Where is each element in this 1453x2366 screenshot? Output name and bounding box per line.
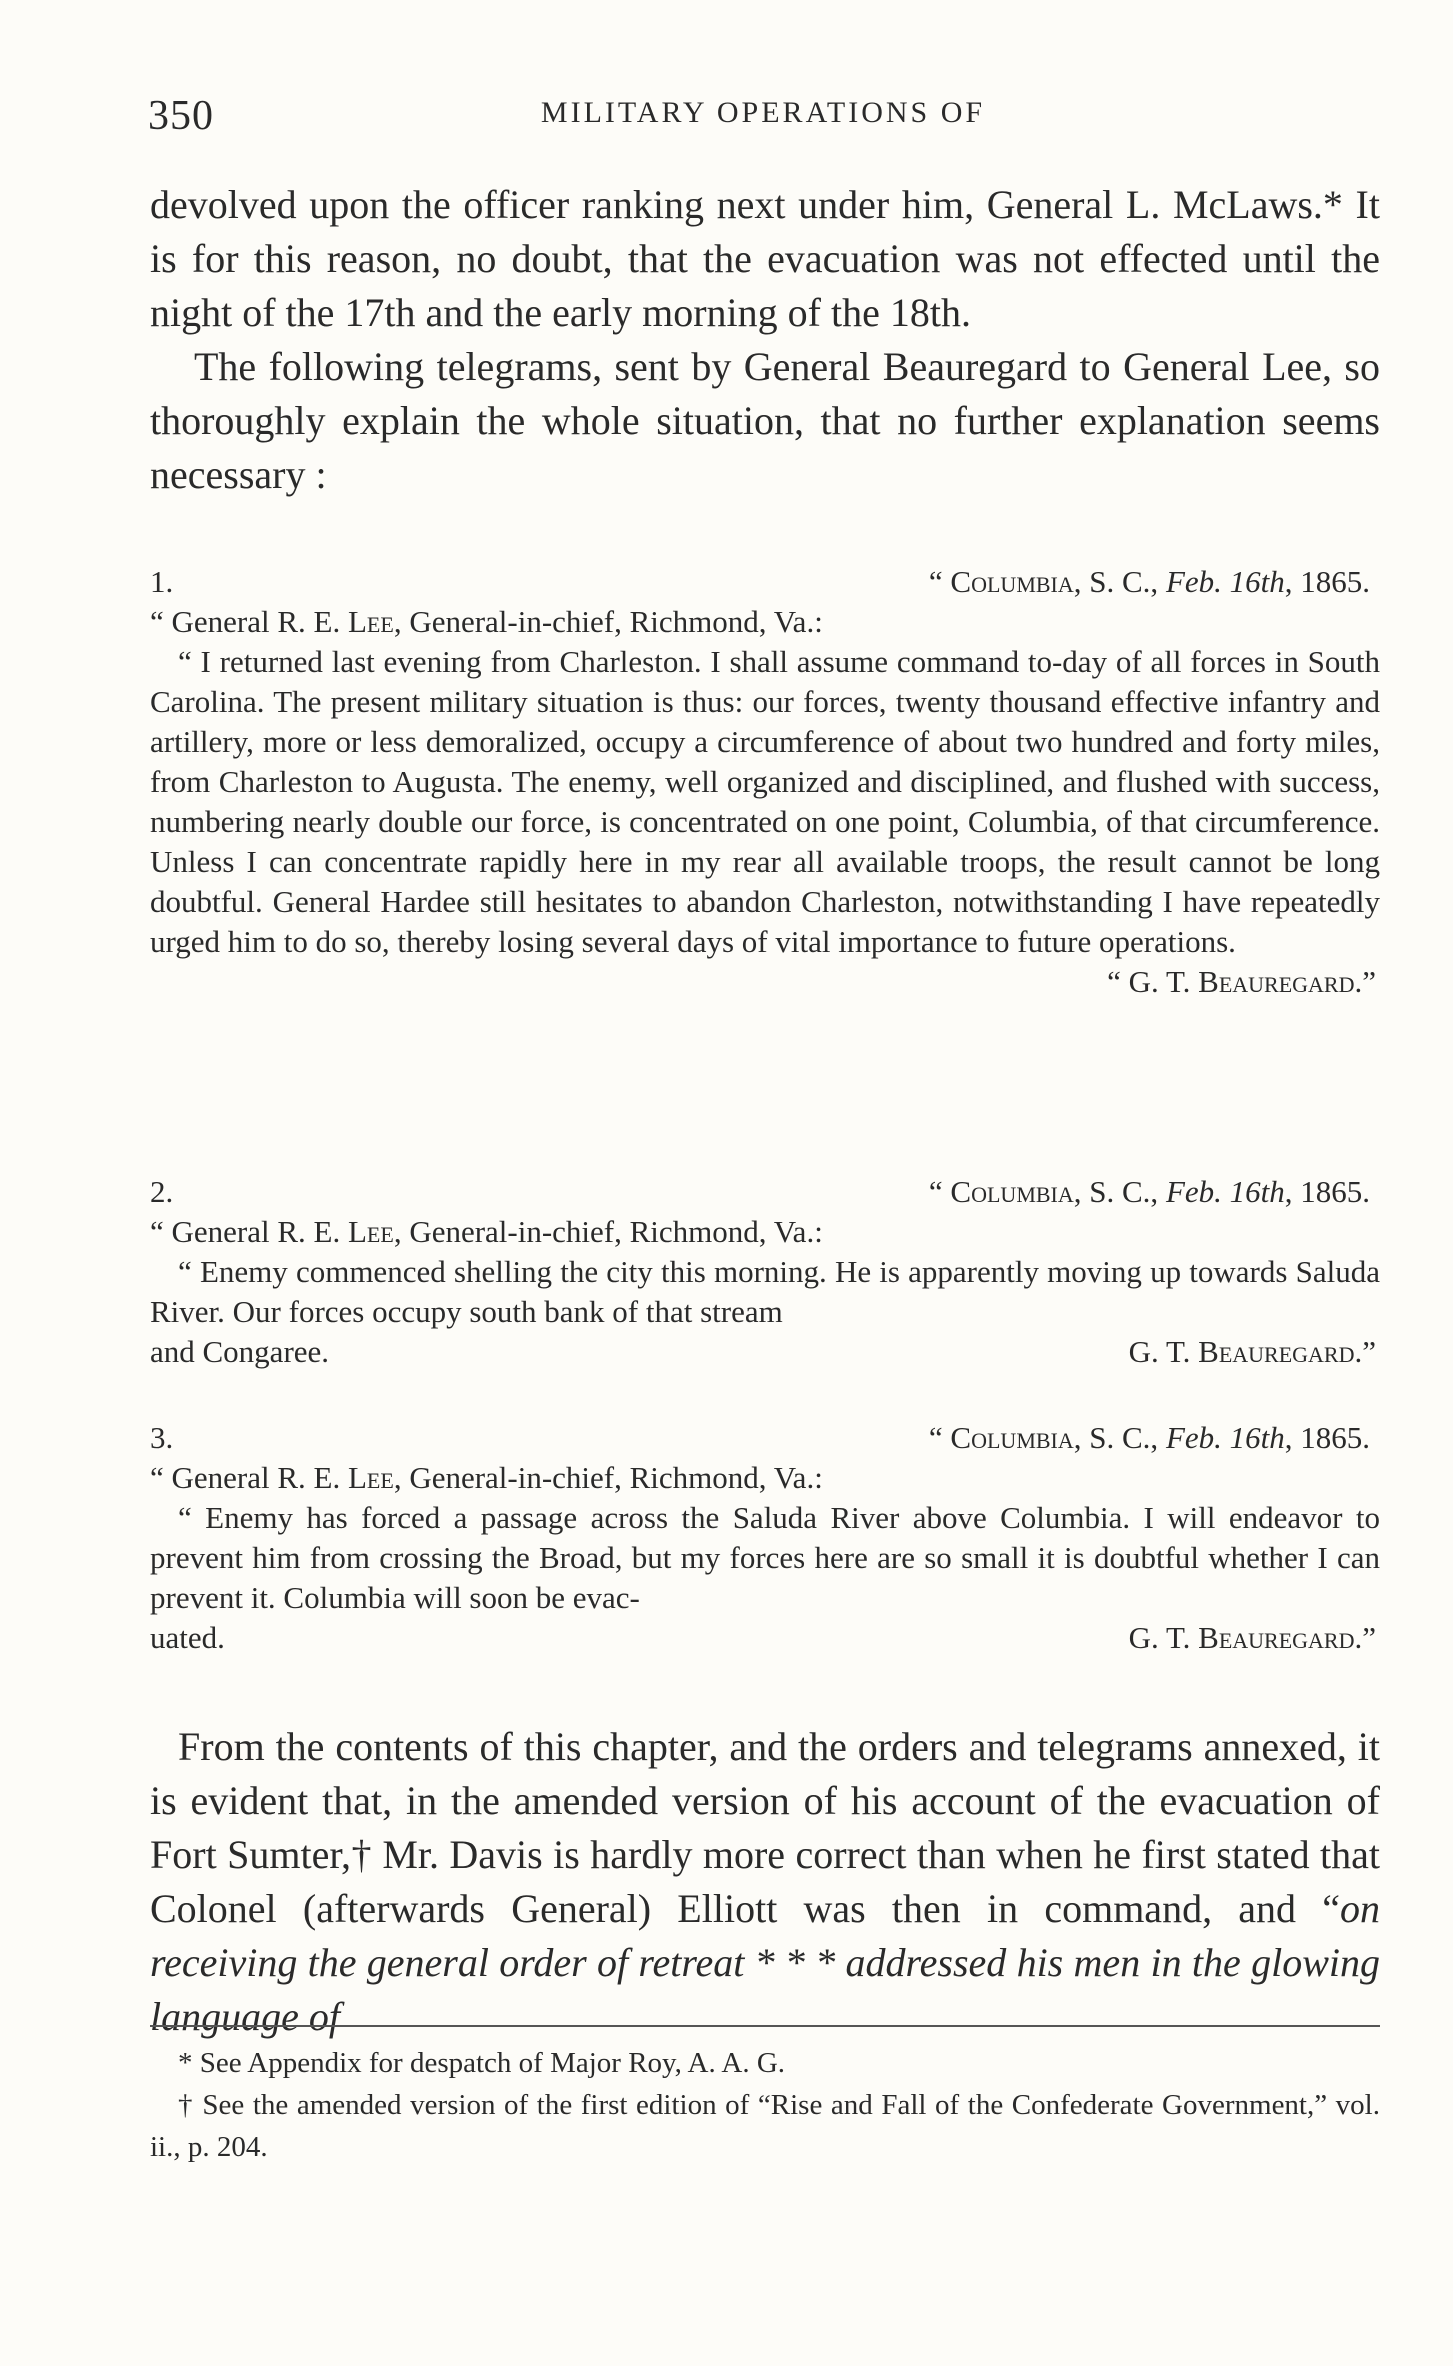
closing-paragraph [150, 1720, 1380, 2044]
telegram-address: “ General R. E. Lee, General-in-chief, Richmond, Va.: [150, 1460, 823, 1495]
telegram-signature: G. T. Beauregard.” [1128, 1620, 1376, 1655]
intro-paragraph-1: devolved upon the officer ranking next under him, General L. McLaws.* It is for this reason, no doubt, that the evacuation was not effected until the night of the 17th and the early morning of the 18th. [150, 182, 1380, 335]
telegram-address: “ General R. E. Lee, General-in-chief, Richmond, Va.: [150, 1214, 823, 1249]
footnote-1: * See Appendix for despatch of Major Roy, A. A. G. [178, 2047, 786, 2079]
footnote-rule [150, 2025, 1380, 2027]
closing-quote: on receiving the general order of retreat * * * addressed his men in the glowing language of [150, 1886, 1380, 2039]
telegram-message-end: uated. [150, 1620, 225, 1655]
telegram-message: “ Enemy has forced a passage across the Saluda River above Columbia. I will endeavor to prevent him from crossing the Broad, but my forces here are so small it is doubtful whether I can prevent it. Columbia will soon be evac- [150, 1500, 1380, 1615]
telegram-number: 1. [150, 564, 174, 599]
page-number: 350 [148, 93, 214, 139]
page-header [148, 92, 1378, 152]
telegram-number: 3. [150, 1420, 174, 1455]
footnotes [150, 2042, 1380, 2168]
telegram-3 [150, 1418, 1380, 1658]
telegram-message-end: and Congaree. [150, 1334, 330, 1369]
telegram-1 [150, 562, 1380, 1002]
intro-paragraph-2: The following telegrams, sent by General Beauregard to General Lee, so thoroughly explain the whole situation, that no further explanation seems necessary : [150, 344, 1380, 497]
telegram-message: “ I returned last evening from Charleston. I shall assume command to-day of all forces in South Carolina. The present military situation is thus: our forces, twenty thousand effective infantry and artillery, more or less demoralized, occupy a circumference of about two hundred and forty miles, from Charleston to Augusta. The enemy, well organized and disciplined, and flushed with success, numbering nearly double our force, is concentrated on one point, Columbia, of that circumference. Unless I can concentrate rapidly here in my rear all available troops, the result cannot be long doubtful. General Hardee still hesitates to abandon Charleston, notwithstanding I have repeatedly urged him to do so, thereby losing several days of vital importance to future operations. [150, 644, 1380, 959]
telegram-signature: “ G. T. Beauregard.” [1107, 964, 1376, 999]
running-head: MILITARY OPERATIONS OF [540, 96, 986, 129]
telegram-2 [150, 1172, 1380, 1372]
telegram-number: 2. [150, 1174, 174, 1209]
intro-text [150, 178, 1380, 502]
telegram-signature: G. T. Beauregard.” [1128, 1334, 1376, 1369]
telegram-dateline: “ Columbia, S. C., Feb. 16th, 1865. [928, 1420, 1370, 1455]
telegram-message: “ Enemy commenced shelling the city this morning. He is apparently moving up towards Saluda River. Our forces occupy south bank of that stream [150, 1254, 1380, 1329]
footnote-2: † See the amended version of the first edition of “Rise and Fall of the Confederate Government,” vol. ii., p. 204. [150, 2089, 1380, 2163]
telegram-dateline: “ Columbia, S. C., Feb. 16th, 1865. [928, 564, 1370, 599]
closing-text: From the contents of this chapter, and the orders and telegrams annexed, it is evident that, in the amended version of his account of the evacuation of Fort Sumter,† Mr. Davis is hardly more correct than when he first stated that Colonel (afterwards General) Elliott was then in command, and “ [150, 1724, 1380, 1931]
telegram-last-line [150, 1332, 1380, 1372]
telegram-dateline: “ Columbia, S. C., Feb. 16th, 1865. [928, 1174, 1370, 1209]
telegram-last-line [150, 1618, 1380, 1658]
telegram-address: “ General R. E. Lee, General-in-chief, Richmond, Va.: [150, 604, 823, 639]
